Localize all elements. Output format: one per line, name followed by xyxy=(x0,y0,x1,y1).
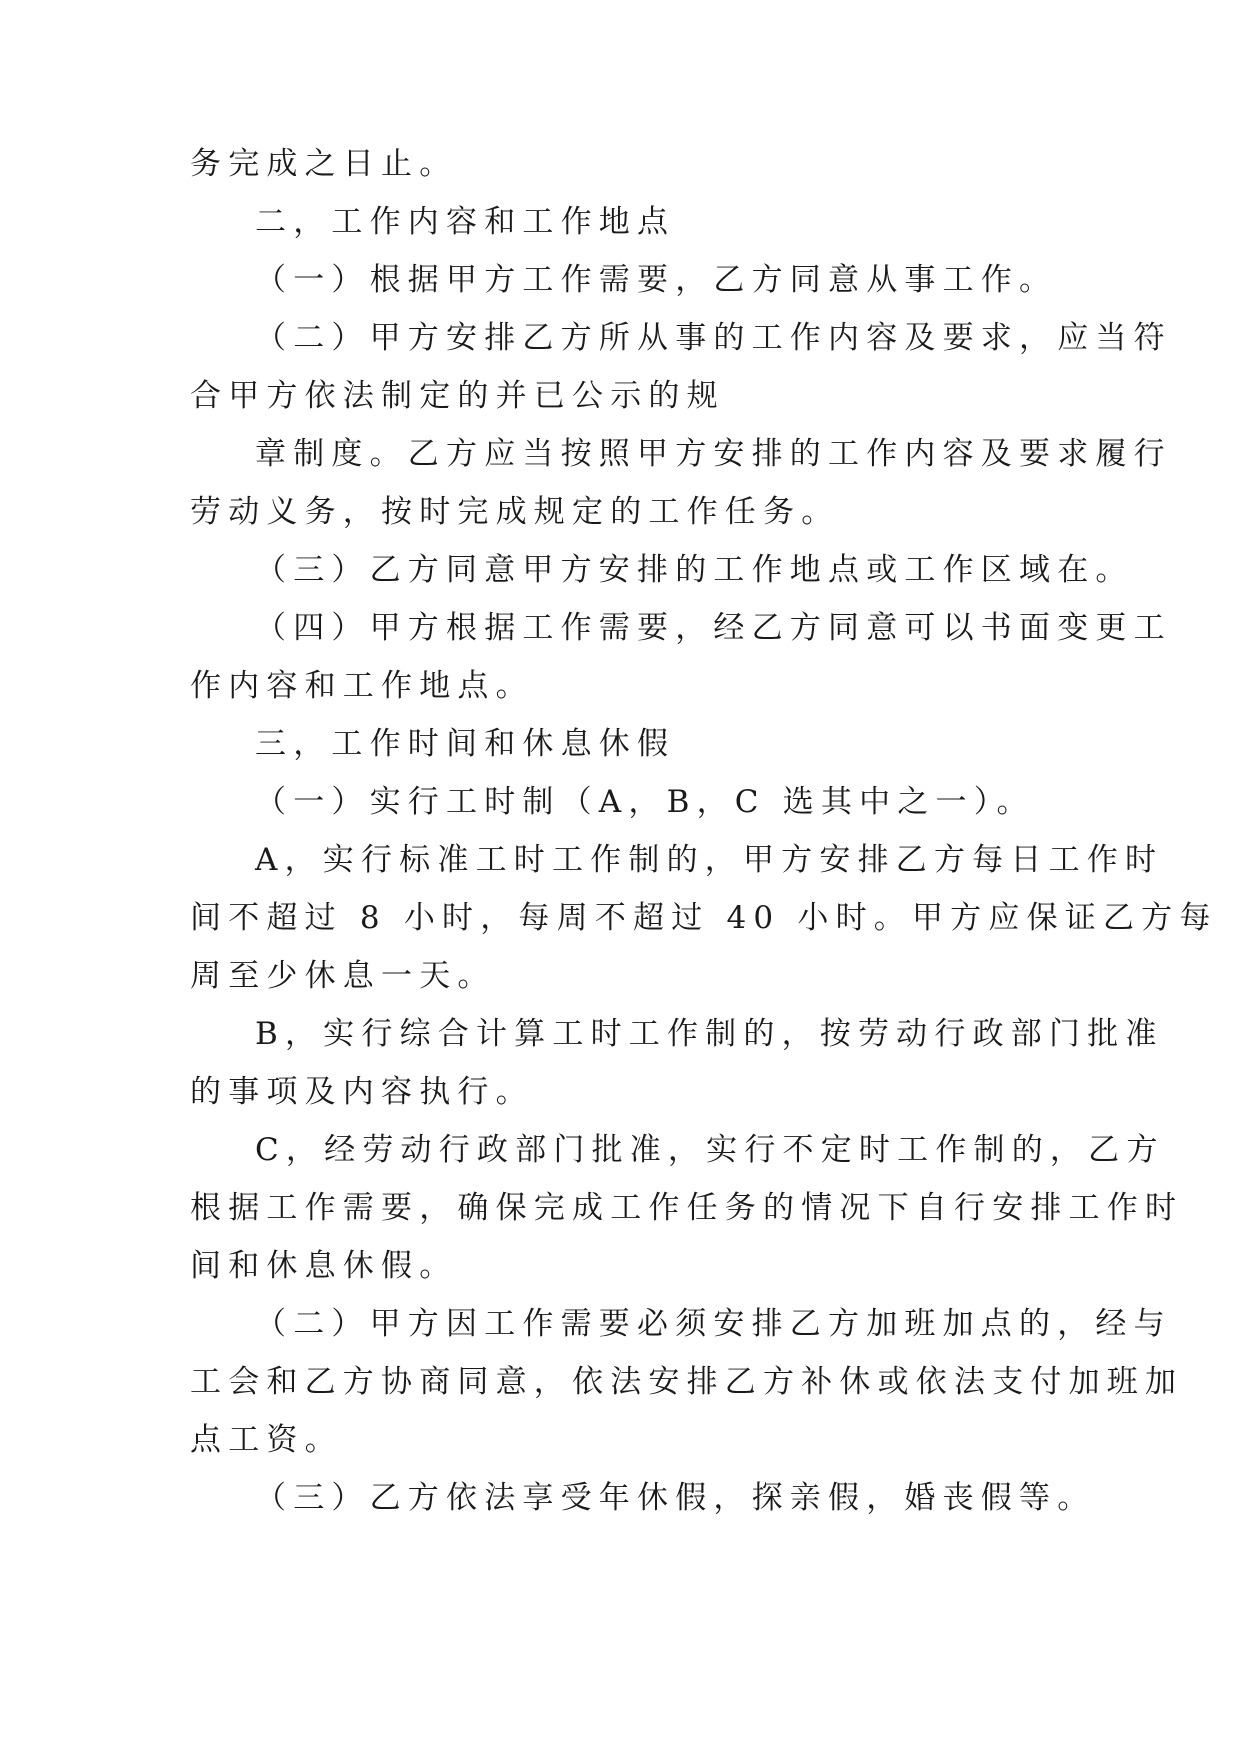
text-line: 的事项及内容执行。 xyxy=(190,1074,534,1110)
section-heading: 二，工作内容和工作地点 xyxy=(255,204,676,240)
text-line: （一）根据甲方工作需要，乙方同意从事工作。 xyxy=(255,262,1058,298)
text-line: 间不超过 8 小时，每周不超过 40 小时。甲方应保证乙方每 xyxy=(190,900,1218,936)
text-line: 务完成之日止。 xyxy=(190,146,458,182)
text-line: A，实行标准工时工作制的，甲方安排乙方每日工作时 xyxy=(255,842,1164,878)
text-line: 合甲方依法制定的并已公示的规 xyxy=(190,378,725,414)
text-line: C，经劳动行政部门批准，实行不定时工作制的，乙方 xyxy=(255,1132,1165,1168)
section-heading: 三，工作时间和休息休假 xyxy=(255,726,676,762)
text-line: 章制度。乙方应当按照甲方安排的工作内容及要求履行 xyxy=(255,436,1172,472)
text-line: （三）乙方同意甲方安排的工作地点或工作区域在。 xyxy=(255,552,1134,588)
text-line: 工会和乙方协商同意，依法安排乙方补休或依法支付加班加 xyxy=(190,1364,1184,1400)
text-line: 根据工作需要，确保完成工作任务的情况下自行安排工作时 xyxy=(190,1190,1184,1226)
text-line: 劳动义务，按时完成规定的工作任务。 xyxy=(190,494,840,530)
text-line: （四）甲方根据工作需要，经乙方同意可以书面变更工 xyxy=(255,610,1172,646)
text-line: （二）甲方安排乙方所从事的工作内容及要求，应当符 xyxy=(255,320,1172,356)
text-line: B，实行综合计算工时工作制的，按劳动行政部门批准 xyxy=(255,1016,1164,1052)
text-line: 周至少休息一天。 xyxy=(190,958,496,994)
text-line: （三）乙方依法享受年休假，探亲假，婚丧假等。 xyxy=(255,1480,1096,1516)
text-line: （一）实行工时制（A，B，C 选其中之一）。 xyxy=(255,784,1035,820)
text-line: 间和休息休假。 xyxy=(190,1248,458,1284)
text-line: （二）甲方因工作需要必须安排乙方加班加点的，经与 xyxy=(255,1306,1172,1342)
text-line: 作内容和工作地点。 xyxy=(190,668,534,704)
text-line: 点工资。 xyxy=(190,1422,343,1458)
